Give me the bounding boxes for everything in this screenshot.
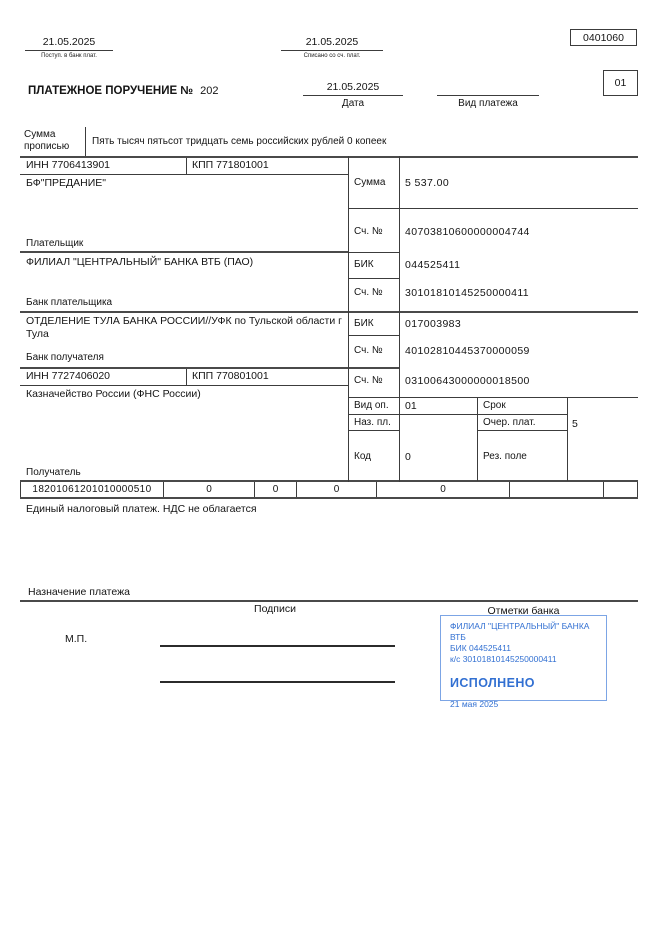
signatures-label: Подписи bbox=[254, 603, 296, 615]
payment-type-label: Вид платежа bbox=[458, 98, 518, 109]
payer-bank-section-line bbox=[20, 311, 638, 313]
stamp-bank-name: ФИЛИАЛ "ЦЕНТРАЛЬНЫЙ" БАНКА ВТБ bbox=[450, 621, 590, 642]
payment-purpose-text: Единый налоговый платеж. НДС не облагается bbox=[26, 503, 257, 515]
title-text: ПЛАТЕЖНОЕ ПОРУЧЕНИЕ № bbox=[28, 85, 194, 97]
payee-label: Получатель bbox=[26, 467, 81, 478]
payee-bank-bik-box-line bbox=[348, 335, 400, 336]
reserve-field-label: Рез. поле bbox=[483, 451, 527, 462]
signature-line-2 bbox=[160, 681, 395, 683]
payer-bank-account-value: 30101810145250000411 bbox=[405, 287, 530, 299]
tax-row-border-6 bbox=[603, 482, 604, 497]
payer-bank-name: ФИЛИАЛ "ЦЕНТРАЛЬНЫЙ" БАНКА ВТБ (ПАО) bbox=[26, 256, 254, 268]
amount-value: 5 537.00 bbox=[405, 177, 450, 189]
payee-bank-name: ОТДЕЛЕНИЕ ТУЛА БАНКА РОССИИ//УФК по Тульской области г Тула bbox=[26, 315, 342, 340]
payer-bank-bik-label: БИК bbox=[354, 259, 374, 270]
code-label: Код bbox=[354, 451, 372, 462]
document-number: 202 bbox=[200, 85, 219, 97]
priority-label: Очер. плат. bbox=[483, 417, 536, 428]
tax-row-border-7 bbox=[637, 482, 638, 497]
grid-row2-underline-left bbox=[348, 430, 399, 431]
tax-row-kbk: 18201061201010000510 bbox=[32, 484, 152, 495]
tax-row-oktmo: 0 bbox=[206, 484, 212, 495]
right-column-label-divider bbox=[399, 156, 400, 482]
document-date-underline bbox=[303, 95, 403, 96]
status-code: 01 bbox=[614, 77, 627, 89]
form-code: 0401060 bbox=[583, 31, 624, 44]
payee-bank-account-label: Сч. № bbox=[354, 345, 383, 356]
payee-inn-row-underline bbox=[20, 385, 348, 386]
status-code-box bbox=[603, 70, 638, 96]
payee-bank-section-line bbox=[20, 367, 400, 369]
stamp-bik: БИК 044525411 bbox=[450, 643, 511, 653]
date-debited-caption: Списано со сч. плат. bbox=[303, 53, 361, 59]
payee-account-value: 03100643000000018500 bbox=[405, 375, 530, 387]
date-debited-underline bbox=[281, 50, 383, 51]
amount-label: Сумма bbox=[354, 177, 386, 188]
code-value: 0 bbox=[405, 451, 411, 463]
tax-row-doc-number: 0 bbox=[440, 484, 446, 495]
form-code-box bbox=[570, 29, 637, 46]
payment-purpose-label: Назначение платежа bbox=[28, 586, 130, 598]
amount-words-label: Сумма прописью bbox=[24, 129, 70, 152]
bank-marks-label: Отметки банка bbox=[487, 605, 560, 617]
grid-row1-underline bbox=[348, 414, 567, 415]
payer-inn-kpp-divider bbox=[186, 158, 187, 174]
payer-bank-account-label: Сч. № bbox=[354, 287, 383, 298]
stamp-corr-account: к/с 30101810145250000411 bbox=[450, 654, 557, 664]
payer-bank-bik-value: 044525411 bbox=[405, 259, 461, 271]
tax-row-border-5 bbox=[509, 482, 510, 497]
payee-inn: ИНН 7727406020 bbox=[26, 370, 111, 382]
stamp-place-label: М.П. bbox=[65, 633, 88, 645]
amount-words-divider bbox=[85, 127, 86, 156]
payer-bank-label: Банк плательщика bbox=[26, 297, 113, 308]
grid-divider-1 bbox=[477, 397, 478, 481]
payer-account-label: Сч. № bbox=[354, 226, 383, 237]
stamp-date: 21 мая 2025 bbox=[450, 699, 499, 709]
date-received-underline bbox=[25, 50, 113, 51]
payer-section-line bbox=[20, 251, 348, 253]
payer-name: БФ"ПРЕДАНИЕ" bbox=[26, 177, 107, 189]
payee-bank-bik-label: БИК bbox=[354, 318, 374, 329]
payer-label: Плательщик bbox=[26, 238, 84, 249]
purpose-code-label: Наз. пл. bbox=[354, 417, 391, 428]
stamp-status: ИСПОЛНЕНО bbox=[450, 676, 535, 690]
payee-bank-account-value: 40102810445370000059 bbox=[405, 345, 530, 357]
payee-account-row-underline bbox=[348, 397, 638, 398]
grid-divider-2 bbox=[567, 397, 568, 481]
document-date: 21.05.2025 bbox=[326, 81, 380, 93]
tax-row-period: 0 bbox=[333, 484, 340, 495]
payer-bank-bik-box-line bbox=[348, 278, 400, 279]
payee-section-line bbox=[20, 480, 638, 482]
payer-inn-row-underline bbox=[20, 174, 348, 175]
bank-stamp bbox=[440, 615, 607, 709]
payee-name: Казначейство России (ФНС России) bbox=[26, 388, 201, 400]
op-type-label: Вид оп. bbox=[354, 400, 389, 411]
payee-bank-bik-value: 017003983 bbox=[405, 318, 462, 330]
payer-account-box-line bbox=[348, 252, 400, 253]
payer-kpp: КПП 771801001 bbox=[192, 159, 269, 171]
date-received: 21.05.2025 bbox=[42, 36, 96, 48]
term-label: Срок bbox=[483, 400, 506, 411]
payer-inn: ИНН 7706413901 bbox=[26, 159, 111, 171]
tax-row-basis: 0 bbox=[272, 484, 279, 495]
signature-line-1 bbox=[160, 645, 395, 647]
priority-value: 5 bbox=[572, 418, 578, 430]
date-received-caption: Поступ. в банк плат. bbox=[41, 53, 97, 59]
payee-bank-label: Банк получателя bbox=[26, 352, 104, 363]
date-label: Дата bbox=[341, 98, 365, 109]
right-column-left-border bbox=[348, 156, 349, 482]
tax-row-bottom-line bbox=[20, 497, 638, 499]
payee-account-label: Сч. № bbox=[354, 375, 383, 386]
date-debited: 21.05.2025 bbox=[305, 36, 359, 48]
payee-inn-kpp-divider bbox=[186, 369, 187, 385]
section-line-amount-words bbox=[20, 156, 638, 158]
amount-words-text: Пять тысяч пятьсот тридцать семь российских рублей 0 копеек bbox=[92, 136, 387, 147]
op-type-value: 01 bbox=[405, 400, 417, 412]
payee-kpp: КПП 770801001 bbox=[192, 370, 269, 382]
payer-account-value: 40703810600000004744 bbox=[405, 226, 530, 238]
amount-row-underline bbox=[348, 208, 638, 209]
document-title bbox=[28, 81, 219, 99]
purpose-section-line bbox=[20, 600, 638, 602]
payment-type-underline bbox=[437, 95, 539, 96]
grid-row2-underline-right bbox=[477, 430, 567, 431]
